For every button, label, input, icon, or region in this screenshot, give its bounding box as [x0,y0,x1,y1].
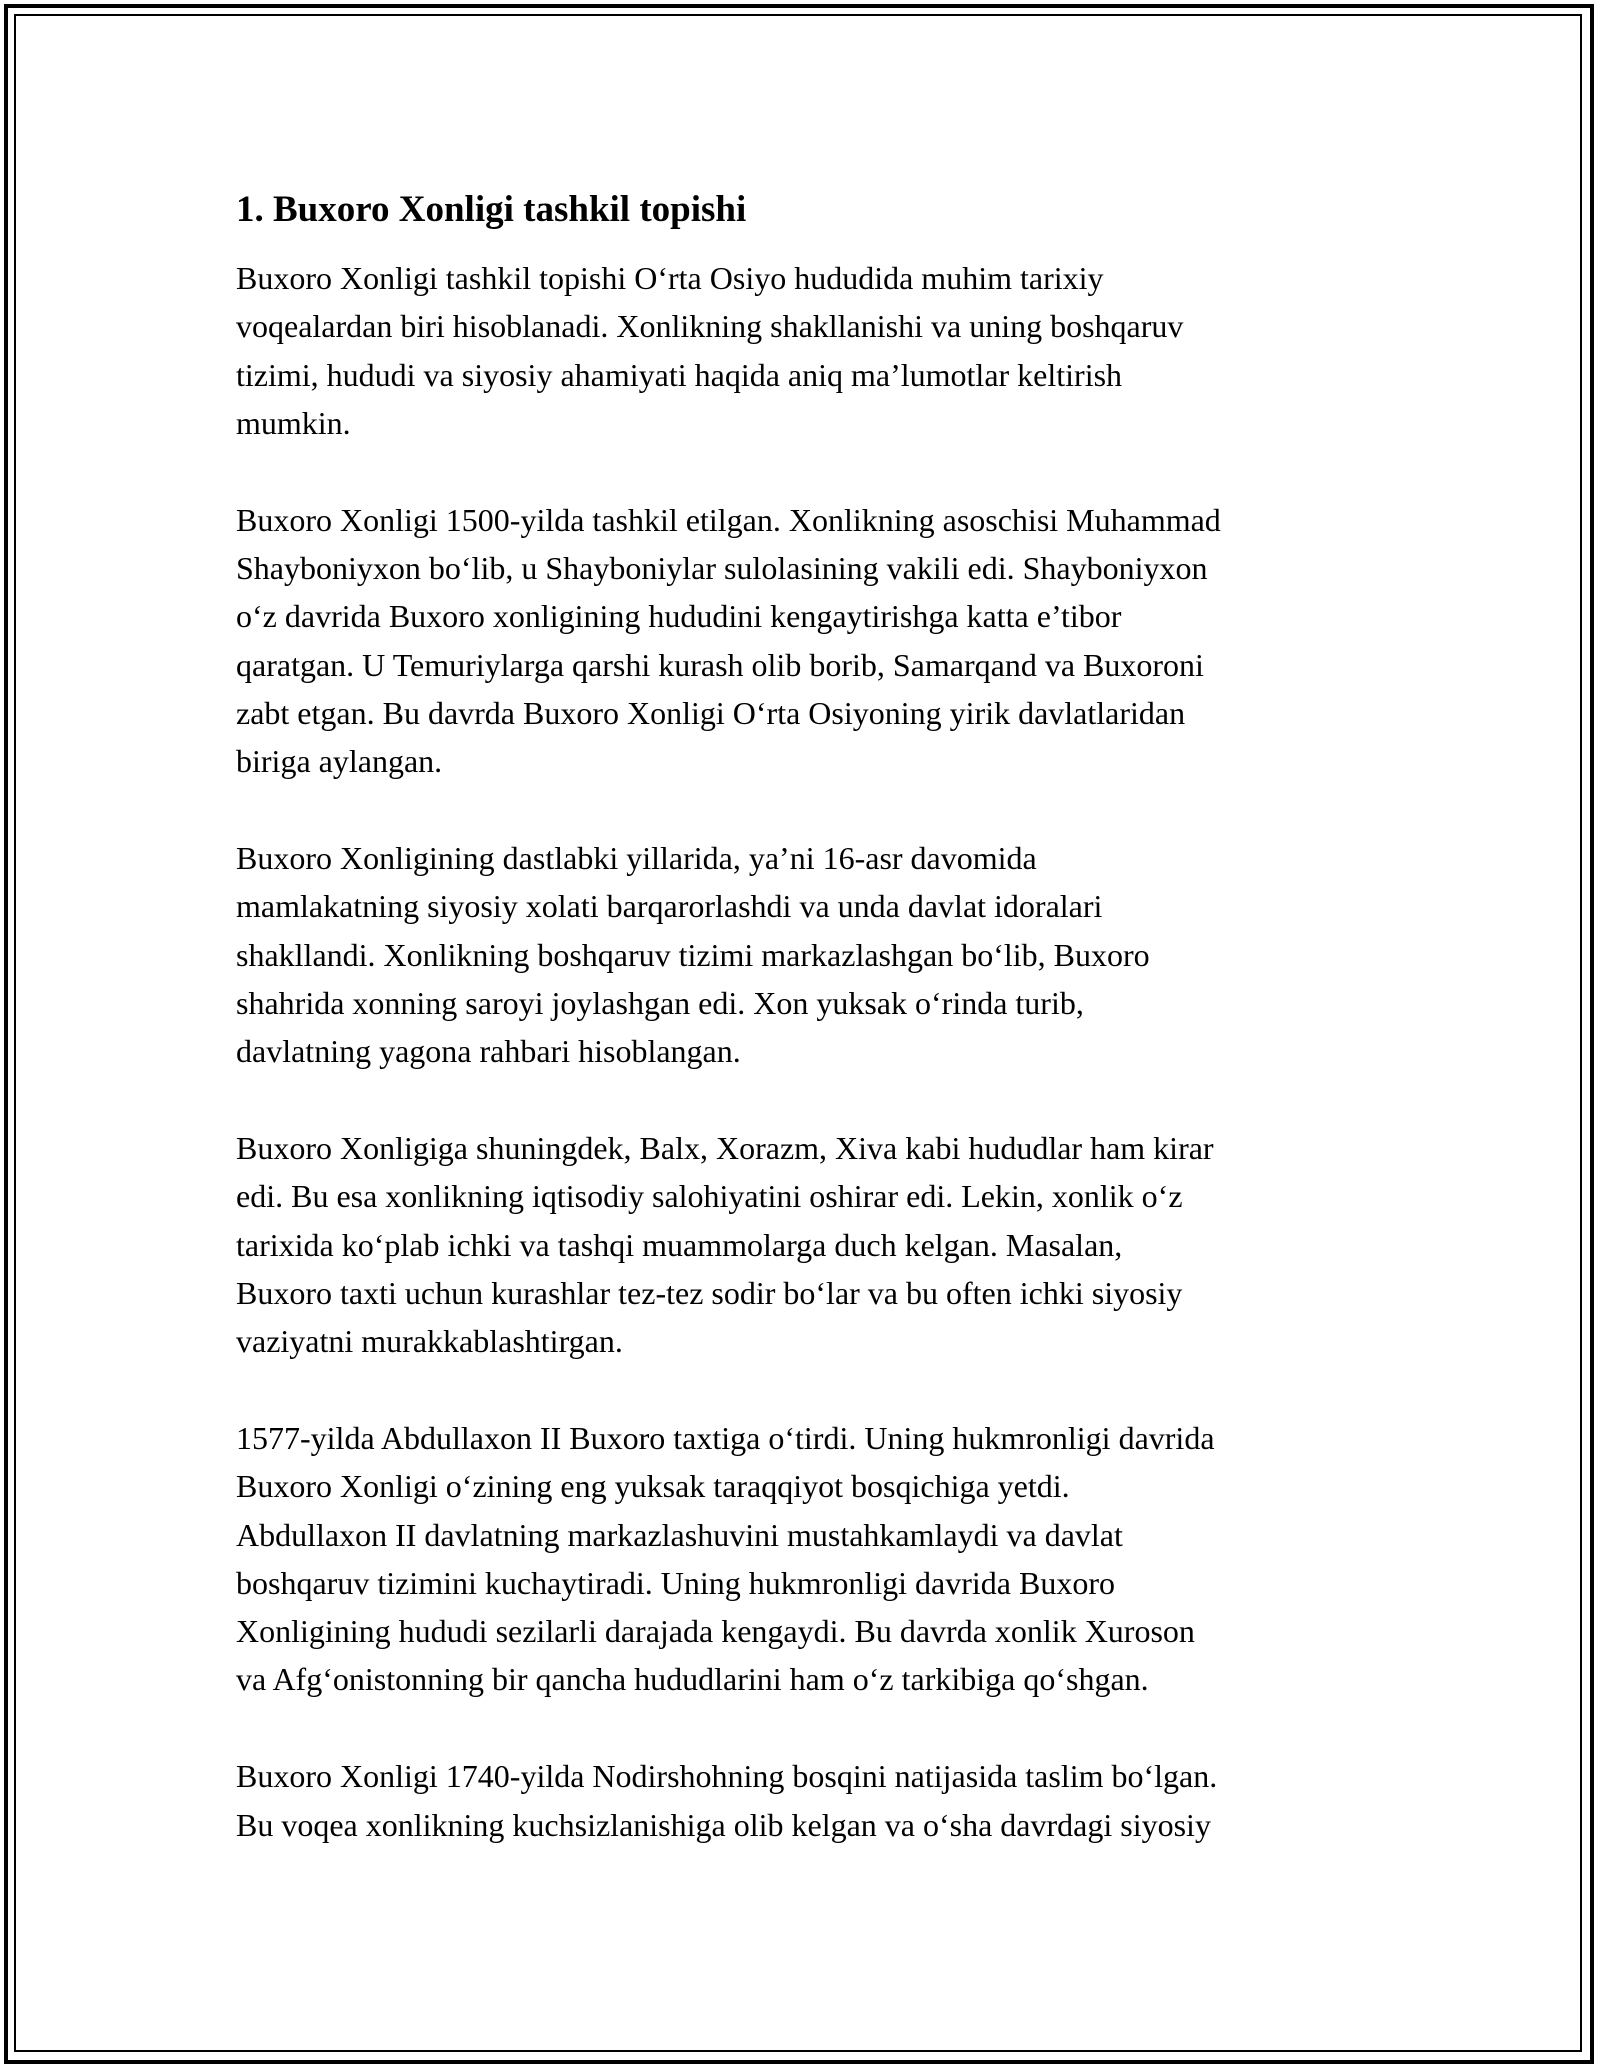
paragraph-line: Buxoro Xonligi 1740-yilda Nodirshohning bosqini natijasida taslim bo‘lgan. [236,1758,1218,1795]
paragraph-line: shahrida xonning saroyi joylashgan edi. Xon yuksak o‘rinda turib, [236,984,1084,1021]
paragraph-line: Shayboniyxon bo‘lib, u Shayboniylar sulolasining vakili edi. Shayboniyxon [236,549,1208,586]
paragraph-line: Buxoro Xonligining dastlabki yillarida, ya’ni 16-asr davomida [236,839,1037,876]
paragraph-line: vaziyatni murakkablashtirgan. [236,1323,623,1360]
paragraph-line: qaratgan. U Temuriylarga qarshi kurash olib borib, Samarqand va Buxoroni [236,646,1204,683]
paragraph-line: va Afg‘onistonning bir qancha hududlarini ham o‘z tarkibiga qo‘shgan. [236,1661,1149,1698]
paragraph-line: boshqaruv tizimini kuchaytiradi. Uning hukmronligi davrida Buxoro [236,1564,1115,1601]
paragraph-4 [236,1124,1386,1365]
paragraph-line: Buxoro Xonligi tashkil topishi O‘rta Osiyo hududida muhim tarixiy [236,260,1104,296]
paragraph-line: mamlakatning siyosiy xolati barqarorlashdi va unda davlat idoralari [236,888,1103,925]
paragraph-3 [236,834,1386,1075]
paragraph-line: Buxoro Xonligi o‘zining eng yuksak taraqqiyot bosqichiga yetdi. [236,1468,1070,1505]
paragraph-line: 1577-yilda Abdullaxon II Buxoro taxtiga o‘tirdi. Uning hukmronligi davrida [236,1419,1215,1456]
paragraph-line: Abdullaxon II davlatning markazlashuvini mustahkamlaydi va davlat [236,1516,1123,1553]
paragraph-line: mumkin. [236,404,351,441]
paragraph-6 [236,1752,1386,1849]
paragraph-5 [236,1414,1386,1704]
paragraph-line: davlatning yagona rahbari hisoblangan. [236,1033,741,1070]
paragraph-line: zabt etgan. Bu davrda Buxoro Xonligi O‘rta Osiyoning yirik davlatlaridan [236,694,1186,731]
document-body [236,186,1386,1897]
paragraph-line: Xonligining hududi sezilarli darajada kengaydi. Bu davrda xonlik Xuroson [236,1613,1195,1650]
paragraph-line: tarixida ko‘plab ichki va tashqi muammolarga duch kelgan. Masalan, [236,1226,1123,1263]
paragraph-line: biriga aylangan. [236,743,443,780]
paragraph-1 [236,254,1386,447]
paragraph-line: edi. Bu esa xonlikning iqtisodiy salohiyatini oshirar edi. Lekin, xonlik o‘z [236,1178,1183,1215]
paragraph-line: Buxoro Xonligiga shuningdek, Balx, Xorazm, Xiva kabi hududlar ham kirar [236,1129,1214,1166]
paragraph-line: Buxoro taxti uchun kurashlar tez-tez sodir bo‘lar va bu often ichki siyosiy [236,1274,1183,1311]
paragraph-line: voqealardan biri hisoblanadi. Xonlikning shakllanishi va uning boshqaruv [236,308,1184,345]
paragraph-line: Bu voqea xonlikning kuchsizlanishiga olib kelgan va o‘sha davrdagi siyosiy [236,1806,1211,1843]
paragraph-2 [236,496,1386,786]
paragraph-line: shakllandi. Xonlikning boshqaruv tizimi markazlashgan bo‘lib, Buxoro [236,936,1150,973]
paragraph-line: o‘z davrida Buxoro xonligining hududini kengaytirishga katta e’tibor [236,598,1122,635]
paragraph-line: tizimi, hududi va siyosiy ahamiyati haqida aniq ma’lumotlar keltirish [236,356,1123,393]
section-heading: 1. Buxoro Xonligi tashkil topishi [236,189,747,230]
paragraph-line: Buxoro Xonligi 1500-yilda tashkil etilgan. Xonlikning asoschisi Muhammad [236,501,1221,538]
